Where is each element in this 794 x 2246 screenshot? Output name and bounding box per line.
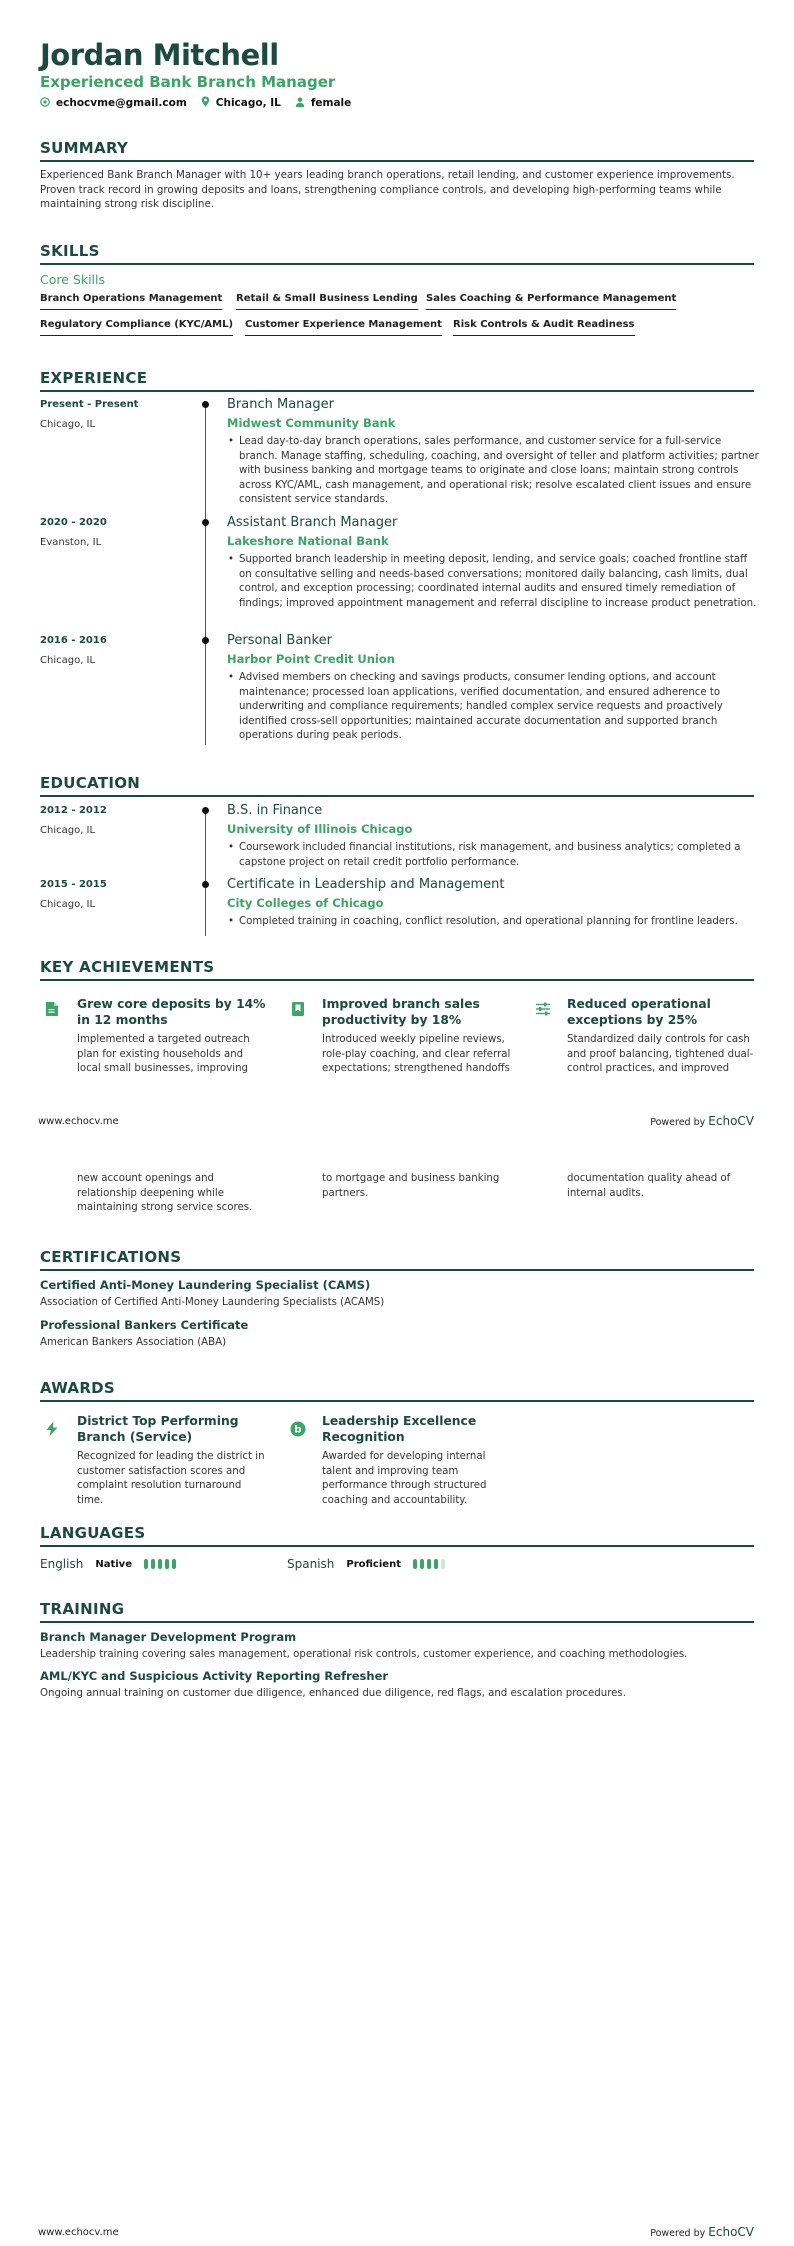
rating-pip — [434, 1559, 438, 1569]
education-school: City Colleges of Chicago — [227, 896, 384, 910]
achievement-title: Improved branch sales productivity by 18% — [322, 997, 480, 1027]
powered-label: Powered by — [650, 1117, 706, 1128]
timeline-dot — [202, 807, 209, 814]
language-level: Native — [95, 1558, 132, 1570]
location-pin-icon — [201, 96, 210, 110]
award-title: District Top Performing Branch (Service) — [77, 1414, 239, 1444]
gender-text: female — [310, 97, 352, 109]
education-location: Chicago, IL — [40, 825, 96, 836]
experience-org: Lakeshore National Bank — [227, 534, 389, 548]
achievement-title: Grew core deposits by 14% in 12 months — [77, 997, 266, 1027]
contact-email[interactable] — [40, 97, 187, 110]
experience-date: 2020 - 2020 — [40, 517, 107, 528]
award-desc: Recognized for leading the district in customer satisfaction scores and complaint resolution turnaround time. — [77, 1451, 265, 1506]
certifications-divider — [40, 1269, 754, 1271]
email-text: echocvme@gmail.com — [56, 97, 187, 109]
candidate-name: Jordan Mitchell — [40, 38, 279, 72]
education-divider — [40, 795, 754, 797]
footer-site[interactable]: www.echocv.me — [38, 1116, 119, 1127]
rating-pip — [413, 1559, 417, 1569]
skills-divider — [40, 263, 754, 265]
language-level: Proficient — [346, 1558, 401, 1570]
skill-tag: Regulatory Compliance (KYC/AML) — [40, 319, 233, 336]
rating-pip — [165, 1559, 169, 1569]
experience-heading: EXPERIENCE — [40, 369, 148, 387]
cert-title: Professional Bankers Certificate — [40, 1318, 249, 1332]
experience-location: Chicago, IL — [40, 655, 96, 666]
brand-logo-text: EchoCV — [708, 2225, 754, 2239]
achievement-desc-continued: new account openings and relationship deepening while maintaining strong service scores. — [77, 1173, 253, 1213]
language-name: Spanish — [287, 1557, 335, 1571]
email-icon — [40, 97, 50, 110]
experience-date: Present - Present — [40, 399, 139, 410]
rating-pip — [441, 1559, 445, 1569]
achievement-desc: Implemented a targeted outreach plan for existing households and local small businesses, improving — [77, 1034, 250, 1074]
education-date: 2012 - 2012 — [40, 805, 107, 816]
languages-divider — [40, 1545, 754, 1547]
language-item — [287, 1557, 445, 1571]
experience-bullet: • Advised members on checking and savings products, consumer lending options, and account maintenance; processed loan applications, verified documentation, and ensured adherence to underwriting and compliance requirements; handled complex service requests and proactively identified cross-sell opportunities; maintained accurate documentation and supported branch operations during peak periods. — [239, 671, 759, 744]
contact-row — [40, 96, 351, 110]
achievements-divider — [40, 979, 754, 981]
language-rating — [144, 1559, 176, 1569]
experience-role: Personal Banker — [227, 633, 332, 648]
bookmark-icon — [290, 1001, 306, 1017]
timeline-dot — [202, 401, 209, 408]
achievement-desc: Standardized daily controls for cash and proof balancing, tightened dual-control practices, and improved — [567, 1034, 754, 1074]
experience-org: Midwest Community Bank — [227, 416, 396, 430]
sliders-icon — [535, 1001, 551, 1017]
rating-pip — [420, 1559, 424, 1569]
education-degree: Certificate in Leadership and Management — [227, 877, 505, 892]
education-date: 2015 - 2015 — [40, 879, 107, 890]
contact-location — [201, 96, 281, 110]
language-rating — [413, 1559, 445, 1569]
experience-role: Assistant Branch Manager — [227, 515, 398, 530]
summary-divider — [40, 160, 754, 162]
experience-timeline — [205, 405, 206, 745]
brand-logo-text: EchoCV — [708, 1114, 754, 1128]
experience-role: Branch Manager — [227, 397, 334, 412]
education-school: University of Illinois Chicago — [227, 822, 413, 836]
skill-tag: Retail & Small Business Lending — [236, 293, 418, 310]
timeline-dot — [202, 637, 209, 644]
experience-bullet: • Supported branch leadership in meeting deposit, lending, and service goals; coached frontline staff on consultative selling and needs-based conversations; monitored daily balancing, cash limits, dual control, and exception processing; coordinated internal audits and ensured timely remediation of findings; improved appointment management and referral discipline to increase product penetration. — [239, 553, 759, 611]
experience-location: Chicago, IL — [40, 419, 96, 430]
education-bullet: • Completed training in coaching, conflict resolution, and operational planning for frontline leaders. — [239, 915, 759, 930]
timeline-dot — [202, 881, 209, 888]
training-desc: Leadership training covering sales management, operational risk controls, customer experience, and coaching methodologies. — [40, 1649, 688, 1660]
training-title: Branch Manager Development Program — [40, 1630, 297, 1644]
cert-issuer: American Bankers Association (ABA) — [40, 1337, 227, 1348]
rating-pip — [158, 1559, 162, 1569]
document-icon — [44, 1001, 60, 1017]
achievement-desc-continued: to mortgage and business banking partners. — [322, 1173, 500, 1199]
education-heading: EDUCATION — [40, 774, 141, 792]
award-title: Leadership Excellence Recognition — [322, 1414, 477, 1444]
person-icon — [295, 97, 305, 110]
skill-tag: Sales Coaching & Performance Management — [426, 293, 676, 310]
experience-divider — [40, 390, 754, 392]
rating-pip — [151, 1559, 155, 1569]
award-desc: Awarded for developing internal talent and improving team performance through structured coaching and accountability. — [322, 1451, 487, 1506]
training-title: AML/KYC and Suspicious Activity Reporting Refresher — [40, 1669, 389, 1683]
rating-pip — [144, 1559, 148, 1569]
achievements-heading: KEY ACHIEVEMENTS — [40, 958, 215, 976]
awards-divider — [40, 1400, 754, 1402]
summary-heading: SUMMARY — [40, 139, 129, 157]
education-location: Chicago, IL — [40, 899, 96, 910]
footer-powered — [650, 2225, 754, 2239]
location-text: Chicago, IL — [215, 97, 281, 109]
training-desc: Ongoing annual training on customer due diligence, enhanced due diligence, red flags, and escalation procedures. — [40, 1688, 626, 1699]
timeline-dot — [202, 519, 209, 526]
cert-issuer: Association of Certified Anti-Money Laundering Specialists (ACAMS) — [40, 1297, 385, 1308]
footer-site[interactable]: www.echocv.me — [38, 2227, 119, 2238]
experience-bullet: • Lead day-to-day branch operations, sales performance, and customer service for a full-service branch. Manage staffing, scheduling, coaching, and oversight of teller and platform activities; partner with business banking and mortgage teams to originate and close loans; maintain strong controls across KYC/AML, cash management, and operational risk; resolve escalated client issues and ensure consistent service standards. — [239, 435, 759, 508]
rating-pip — [427, 1559, 431, 1569]
page-2 — [0, 1123, 794, 2246]
contact-gender — [295, 97, 351, 110]
languages-heading: LANGUAGES — [40, 1524, 146, 1542]
powered-label: Powered by — [650, 2228, 706, 2239]
training-divider — [40, 1621, 754, 1623]
skills-heading: SKILLS — [40, 242, 100, 260]
experience-org: Harbor Point Credit Union — [227, 652, 395, 666]
candidate-title: Experienced Bank Branch Manager — [40, 73, 336, 91]
summary-text: Experienced Bank Branch Manager with 10+ years leading branch operations, retail lending, and customer experience improvements. Proven track record in growing deposits and loans, strengthening compliance controls, and developing high-performing teams while maintaining strong risk discipline. — [40, 169, 735, 210]
experience-location: Evanston, IL — [40, 537, 102, 548]
certifications-heading: CERTIFICATIONS — [40, 1248, 182, 1266]
svg-text:b: b — [294, 1424, 302, 1436]
badge-icon — [290, 1421, 306, 1437]
education-bullet: • Coursework included financial institutions, risk management, and business analytics; completed a capstone project on retail credit portfolio performance. — [239, 841, 759, 870]
achievement-title: Reduced operational exceptions by 25% — [567, 997, 711, 1027]
experience-date: 2016 - 2016 — [40, 635, 107, 646]
achievement-desc: Introduced weekly pipeline reviews, role-play coaching, and clear referral expectations; strengthened handoffs — [322, 1034, 511, 1074]
achievement-desc-continued: documentation quality ahead of internal audits. — [567, 1173, 731, 1199]
skill-tag: Branch Operations Management — [40, 293, 222, 310]
education-timeline — [205, 810, 206, 936]
cert-title: Certified Anti-Money Laundering Specialist (CAMS) — [40, 1278, 371, 1292]
language-name: English — [40, 1557, 84, 1571]
education-degree: B.S. in Finance — [227, 803, 323, 818]
skills-group-label: Core Skills — [40, 272, 106, 287]
training-heading: TRAINING — [40, 1600, 125, 1618]
skill-tag: Risk Controls & Audit Readiness — [453, 319, 635, 336]
awards-heading: AWARDS — [40, 1379, 116, 1397]
language-item — [40, 1557, 176, 1571]
rating-pip — [172, 1559, 176, 1569]
bolt-icon — [44, 1421, 60, 1437]
skill-tag: Customer Experience Management — [245, 319, 442, 336]
